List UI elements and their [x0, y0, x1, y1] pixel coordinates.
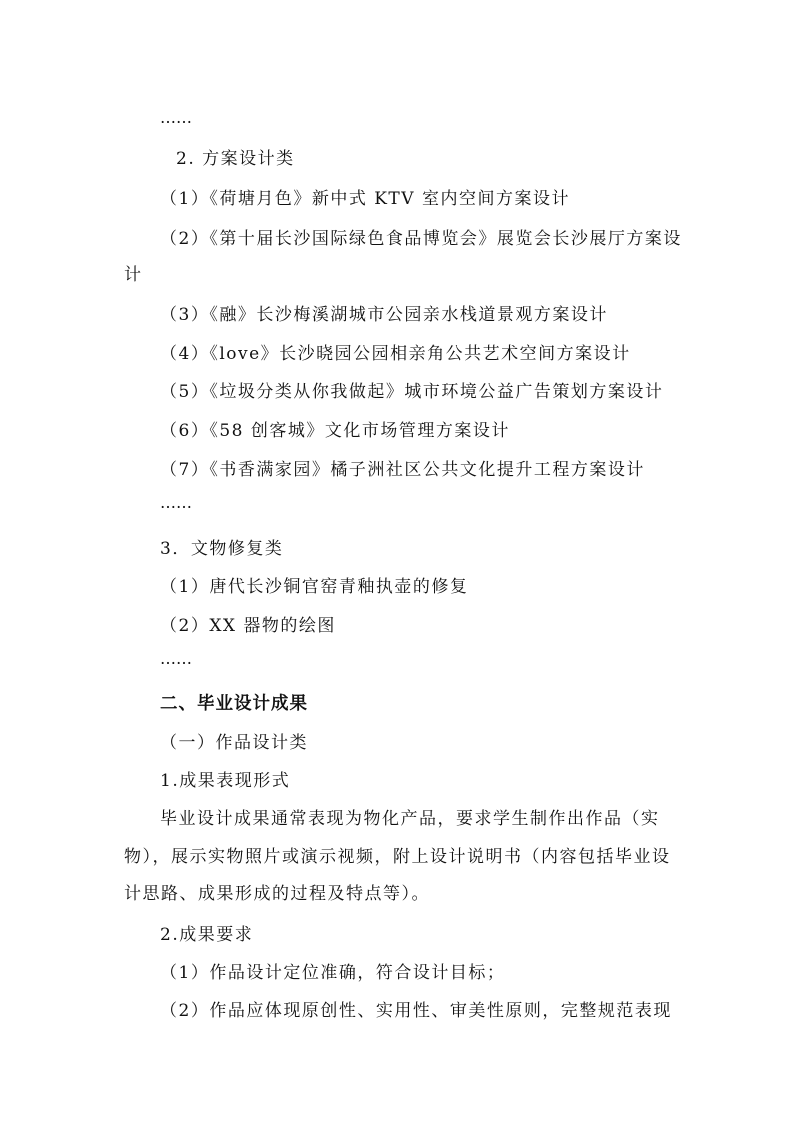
ellipsis: ……	[160, 108, 192, 127]
list-item: （1）《荷塘月色》新中式 KTV 室内空间方案设计	[160, 189, 570, 209]
point-heading: 1.成果表现形式	[160, 771, 291, 791]
list-item: （6）《58 创客城》文化市场管理方案设计	[160, 421, 510, 441]
list-item: （1）唐代长沙铜官窑青釉执壶的修复	[160, 577, 469, 597]
paragraph-line: 毕业设计成果通常表现为物化产品，要求学生制作出作品（实	[160, 809, 660, 829]
list-item: （3）《融》长沙梅溪湖城市公园亲水栈道景观方案设计	[160, 305, 608, 325]
paragraph-line: 物），展示实物照片或演示视频，附上设计说明书（内容包括毕业设	[124, 847, 671, 867]
ellipsis: ……	[160, 649, 192, 668]
list-item: （4）《love》长沙晓园公园相亲角公共艺术空间方案设计	[160, 344, 631, 364]
list-item: （5）《垃圾分类从你我做起》城市环境公益广告策划方案设计	[160, 382, 664, 402]
section-heading: 2. 方案设计类	[176, 149, 295, 169]
list-item-continuation: 计	[124, 265, 143, 285]
chapter-heading: 二、毕业设计成果	[160, 694, 308, 714]
paragraph-line: 计思路、成果形成的过程及特点等）。	[124, 884, 430, 904]
list-item: （7）《书香满家园》橘子洲社区公共文化提升工程方案设计	[160, 460, 645, 480]
section-heading: 3．文物修复类	[160, 539, 284, 559]
subsection-heading: （一）作品设计类	[160, 733, 308, 753]
list-item: （2）XX 器物的绘图	[160, 616, 336, 636]
list-item: （2）《第十届长沙国际绿色食品博览会》展览会长沙展厅方案设	[160, 229, 682, 249]
list-item: （2）作品应体现原创性、实用性、审美性原则，完整规范表现	[160, 1001, 672, 1021]
point-heading: 2.成果要求	[160, 925, 254, 945]
ellipsis: ……	[160, 493, 192, 512]
list-item: （1）作品设计定位准确，符合设计目标；	[160, 963, 506, 983]
